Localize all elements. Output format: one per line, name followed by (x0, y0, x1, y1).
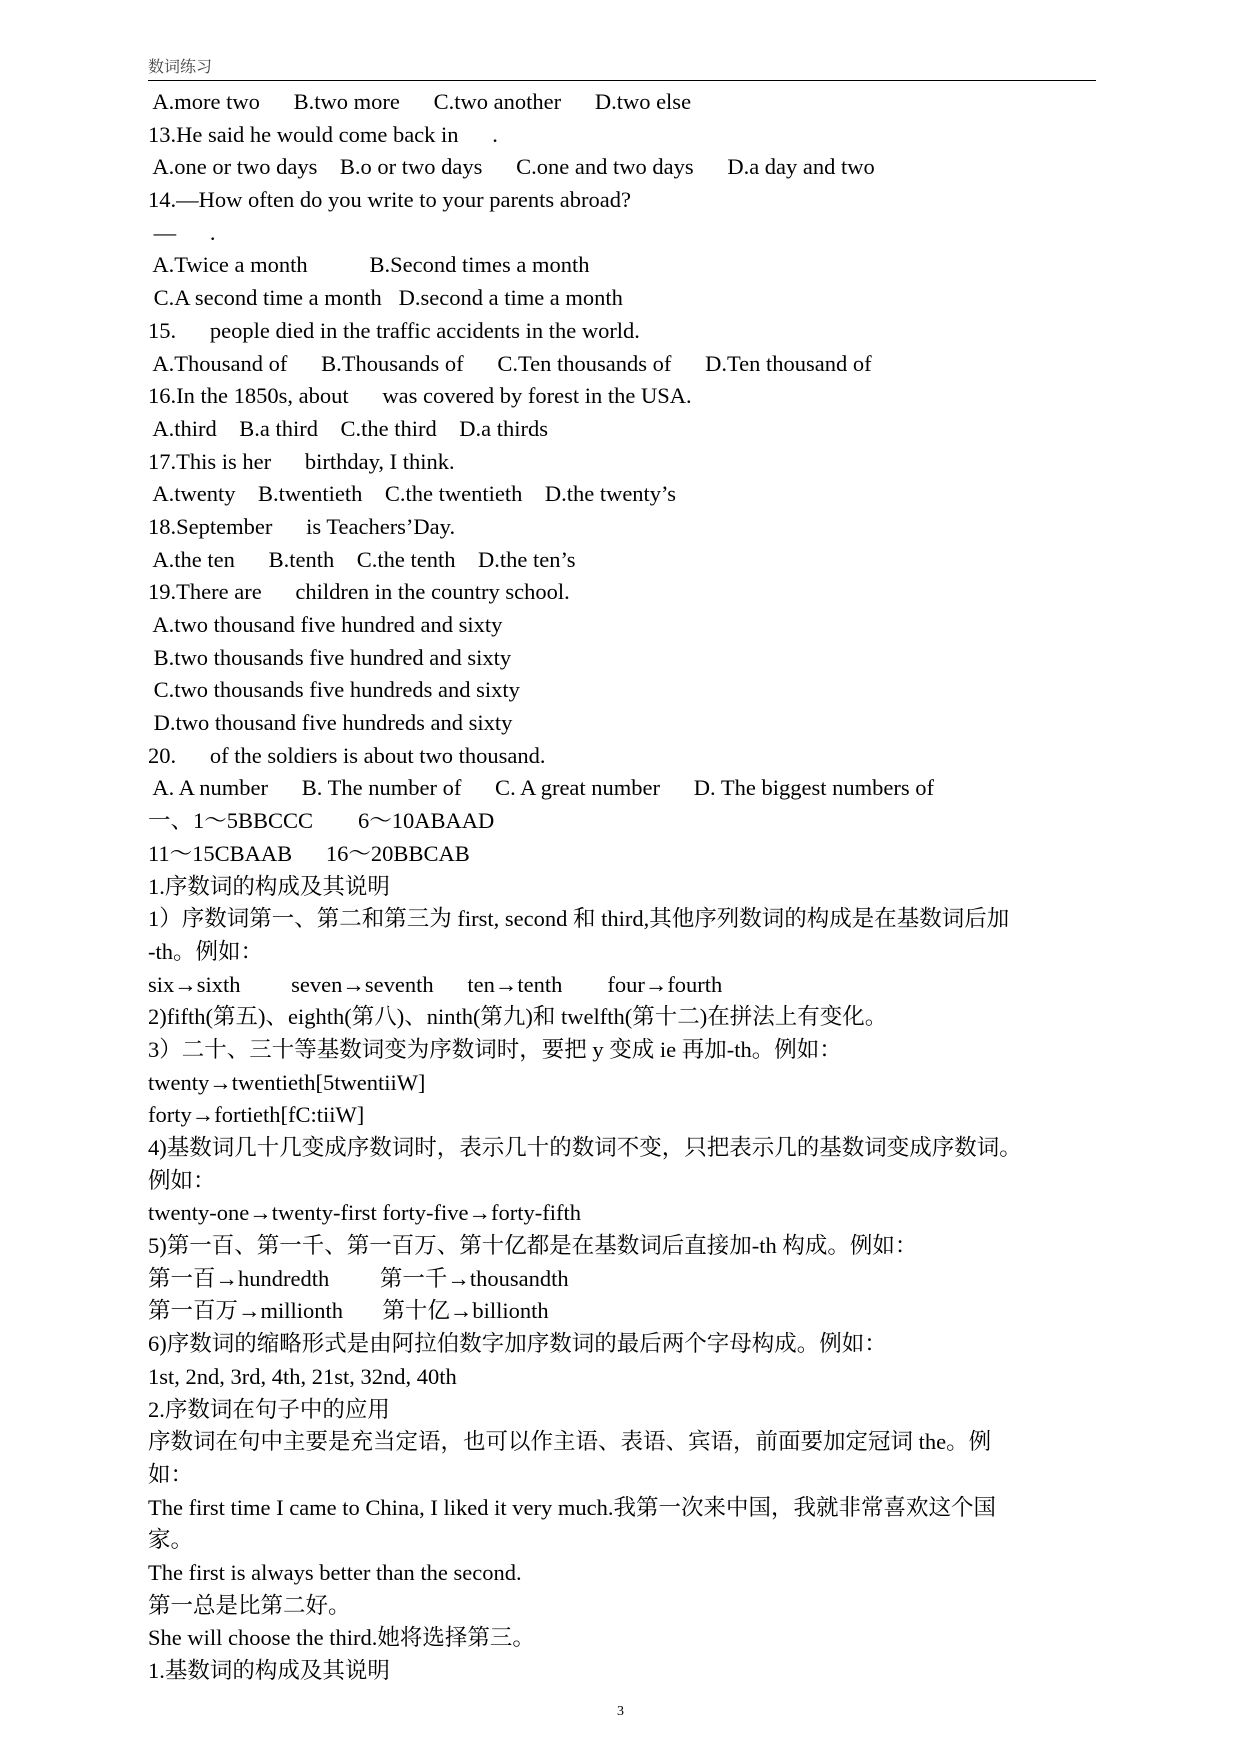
text-line: C.two thousands five hundreds and sixty (148, 677, 520, 703)
text-line: A.two thousand five hundred and sixty (148, 612, 503, 637)
text-line: twenty-one→twenty-first forty-five→forty-fifth (148, 1200, 581, 1226)
text-line: 1.基数词的构成及其说明 (148, 1658, 390, 1683)
text-line: 1.序数词的构成及其说明 (148, 873, 390, 899)
text-line: 1st, 2nd, 3rd, 4th, 21st, 32nd, 40th (148, 1363, 457, 1389)
text-line: 17.This is her birthday, I think. (148, 448, 455, 474)
text-line: A.more two B.two more C.two another D.two else (148, 89, 692, 114)
page-number: 3 (617, 1704, 624, 1719)
text-line: twenty→twentieth[5twentiiW] (148, 1069, 426, 1095)
text-line: six→sixth seven→seventh ten→tenth four→fourth (148, 971, 723, 997)
text-line: 如： (148, 1461, 194, 1487)
text-line: B.two thousands five hundred and sixty (148, 644, 512, 670)
text-line: 第一总是比第二好。 (148, 1592, 351, 1618)
text-line: 13.He said he would come back in . (148, 121, 498, 147)
text-line: 3）二十、三十等基数词变为序数词时，要把 y 变成 ie 再加-th。例如： (148, 1036, 842, 1062)
text-line: 5)第一百、第一千、第一百万、第十亿都是在基数词后直接加-th 构成。例如： (148, 1233, 918, 1259)
text-line: — . (148, 219, 216, 245)
document-body (148, 86, 1096, 1688)
page-header (148, 54, 1096, 81)
text-line: A.the ten B.tenth C.the tenth D.the ten’s (148, 546, 576, 572)
text-line: C.A second time a month D.second a time a month (148, 285, 623, 311)
text-line: 2.序数词在句子中的应用 (148, 1396, 390, 1422)
text-line: 2)fifth(第五)、eighth(第八)、ninth(第九)和 twelfth(第十二)在拼法上有变化。 (148, 1004, 888, 1030)
text-line: A.Twice a month B.Second times a month (148, 252, 590, 278)
text-line: She will choose the third.她将选择第三。 (148, 1625, 535, 1651)
text-line: 11～15CBAAB 16～20BBCAB (148, 840, 470, 866)
text-line: D.two thousand five hundreds and sixty (148, 710, 513, 736)
text-line: A.twenty B.twentieth C.the twentieth D.the twenty’s (148, 481, 677, 507)
text-line: A.Thousand of B.Thousands of C.Ten thousands of D.Ten thousand of (148, 350, 872, 376)
text-line: 6)序数词的缩略形式是由阿拉伯数字加序数词的最后两个字母构成。例如： (148, 1331, 887, 1357)
text-line: -th。例如： (148, 938, 263, 964)
text-line: 家。 (148, 1527, 194, 1553)
text-line: 一、1～5BBCCC 6～10ABAAD (148, 808, 495, 834)
text-line: The first time I came to China, I liked it very much.我第一次来中国，我就非常喜欢这个国 (148, 1494, 996, 1520)
text-line: 20. of the soldiers is about two thousand. (148, 742, 546, 768)
text-line: 14.—How often do you write to your parents abroad? (148, 187, 632, 213)
text-line: A.one or two days B.o or two days C.one and two days D.a day and two (148, 154, 875, 180)
text-line: A.third B.a third C.the third D.a thirds (148, 415, 548, 441)
text-line: 15. people died in the traffic accidents in the world. (148, 317, 640, 343)
text-line: 第一百万→millionth 第十亿→billionth (148, 1298, 549, 1324)
text-line: The first is always better than the second. (148, 1559, 522, 1585)
text-line: 1）序数词第一、第二和第三为 first, second 和 third,其他序列数词的构成是在基数词后加 (148, 906, 1010, 932)
text-line: A. A number B. The number of C. A great number D. The biggest numbers of (148, 775, 934, 801)
text-line: 16.In the 1850s, about was covered by forest in the USA. (148, 383, 692, 409)
text-line: 19.There are children in the country school. (148, 579, 570, 605)
header-title: 数词练习 (148, 57, 213, 76)
text-line: 18.September is Teachers’Day. (148, 513, 456, 539)
text-line: 序数词在句中主要是充当定语，也可以作主语、表语、宾语，前面要加定冠词 the。例 (148, 1429, 992, 1455)
text-line: 4)基数词几十几变成序数词时，表示几十的数词不变，只把表示几的基数词变成序数词。 (148, 1135, 1022, 1160)
text-line: forty→fortieth[fC:tiiW] (148, 1102, 365, 1128)
text-line: 第一百→hundredth 第一千→thousandth (148, 1265, 569, 1291)
text-line: 例如： (148, 1167, 216, 1193)
